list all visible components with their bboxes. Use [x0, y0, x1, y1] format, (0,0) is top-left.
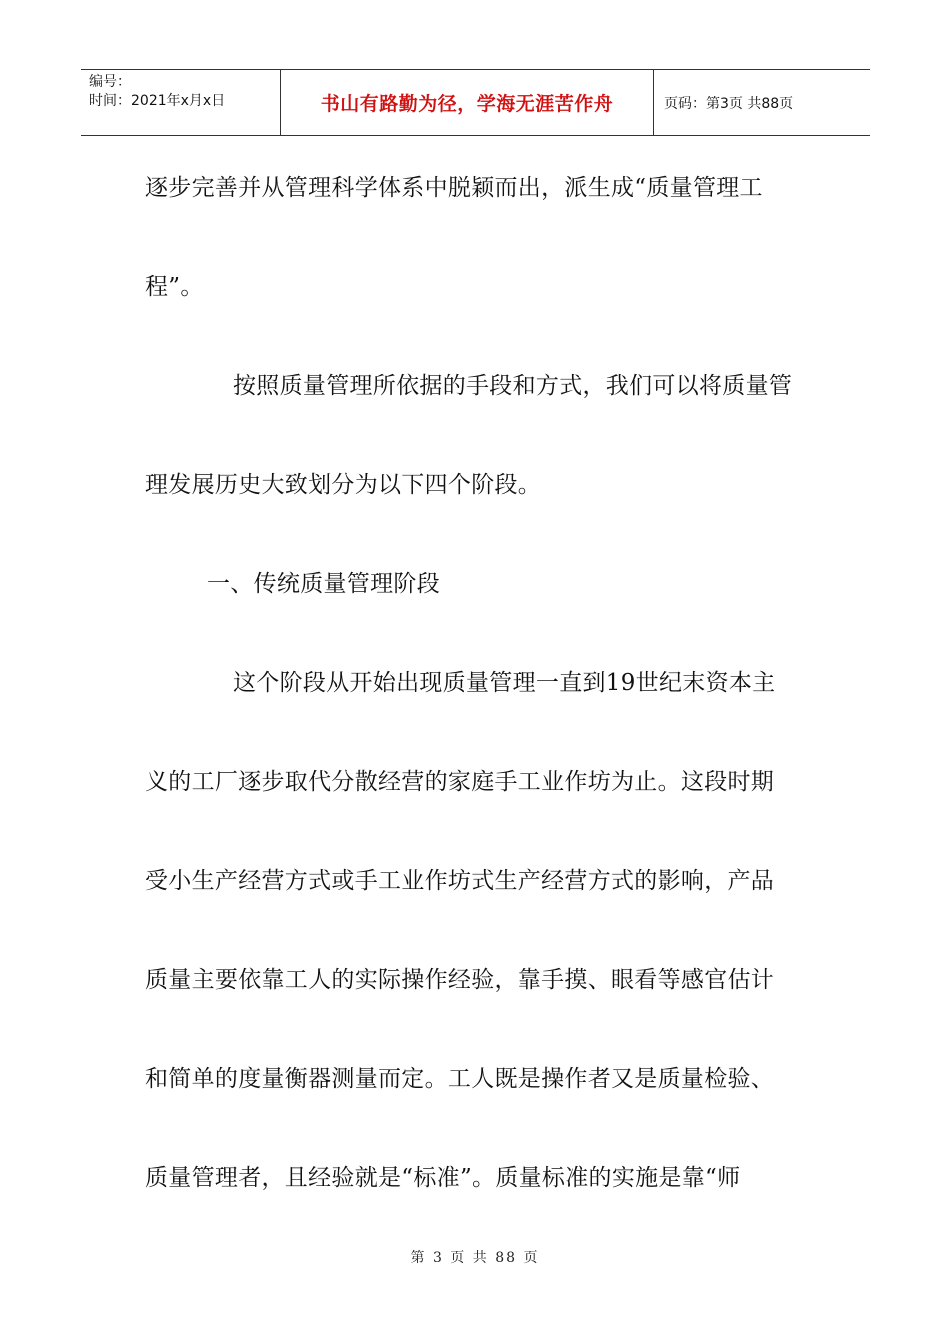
- section-heading: 一、传统质量管理阶段: [207, 571, 440, 597]
- header-page-cell: [654, 70, 870, 135]
- body-line: 按照质量管理所依据的手段和方式，我们可以将质量管: [233, 373, 793, 399]
- body-line: 和简单的度量衡器测量而定。工人既是操作者又是质量检验、: [145, 1066, 775, 1092]
- page-footer: [0, 1247, 950, 1267]
- body-line: 质量管理者，且经验就是“标准”。质量标准的实施是靠“师: [145, 1165, 741, 1191]
- body-line: 义的工厂逐步取代分散经营的家庭手工业作坊为止。这段时期: [145, 769, 775, 795]
- header-motto: 书山有路勤为径，学海无涯苦作舟: [320, 93, 614, 115]
- header-meta-cell: [81, 70, 281, 135]
- body-line: 受小生产经营方式或手工业作坊式生产经营方式的影响，产品: [145, 868, 775, 894]
- page-header: [81, 69, 870, 136]
- body-line: 程”。: [145, 274, 204, 300]
- body-line: 理发展历史大致划分为以下四个阶段。: [145, 472, 542, 498]
- header-motto-cell: [281, 70, 654, 135]
- body-line: 这个阶段从开始出现质量管理一直到19世纪末资本主: [233, 670, 776, 696]
- document-number-label: 编号：: [89, 74, 131, 90]
- document-date-label: 时间：2021年x月x日: [89, 93, 226, 109]
- body-line: 逐步完善并从管理科学体系中脱颖而出，派生成“质量管理工: [145, 175, 763, 201]
- body-line: 质量主要依靠工人的实际操作经验，靠手摸、眼看等感官估计: [145, 967, 775, 993]
- header-page-info: 页码：第3页 共88页: [664, 95, 794, 112]
- document-body: [145, 165, 805, 1254]
- footer-page-number: 第 3 页 共 88 页: [410, 1250, 540, 1266]
